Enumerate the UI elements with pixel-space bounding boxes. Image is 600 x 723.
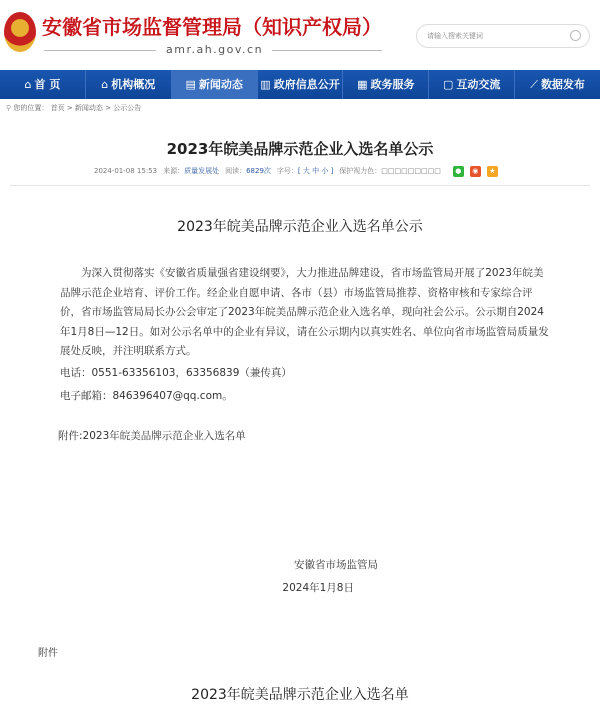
- site-title[interactable]: 安徽省市场监督管理局（知识产权局）: [42, 15, 382, 39]
- signer: 安徽省市场监管局: [294, 559, 378, 571]
- nav-services[interactable]: [343, 70, 429, 99]
- favorite-star-icon[interactable]: ★: [487, 166, 498, 177]
- article-meta: [94, 166, 498, 177]
- breadcrumb-sep: >: [64, 104, 75, 112]
- content-subtitle: 2023年皖美品牌示范企业入选名单公示: [177, 219, 423, 235]
- breadcrumb-sep: >: [102, 104, 114, 112]
- nav-news[interactable]: [172, 70, 258, 99]
- sign-date: 2024年1月8日: [282, 582, 354, 594]
- main-nav: [0, 70, 600, 99]
- chat-icon: ▢: [443, 78, 454, 91]
- email-line: 电子邮箱：846396407@qq.com。: [60, 390, 233, 402]
- nav-label: 政务服务: [370, 78, 415, 91]
- font-size-options[interactable]: [ 大 中 小 ]: [297, 167, 334, 175]
- breadcrumb: [6, 103, 141, 113]
- divider: [44, 50, 156, 51]
- nav-label: 新闻动态: [198, 78, 243, 91]
- nav-gov-info[interactable]: [258, 70, 344, 99]
- breadcrumb-notices[interactable]: 公示公告: [113, 104, 142, 112]
- weibo-share-icon[interactable]: ◉: [470, 166, 481, 177]
- attachment-link[interactable]: 附件:2023年皖美品牌示范企业入选名单: [58, 429, 246, 442]
- national-emblem-logo: [4, 12, 36, 52]
- read-label: 阅读：: [225, 167, 247, 175]
- wechat-share-icon[interactable]: ●: [453, 166, 464, 177]
- nav-data[interactable]: [515, 70, 600, 99]
- nav-label: 政府信息公开: [273, 78, 340, 91]
- read-count: 6829次: [246, 167, 271, 175]
- breadcrumb-news[interactable]: 新闻动态: [74, 104, 103, 112]
- breadcrumb-home[interactable]: 首页: [50, 104, 65, 112]
- nav-interaction[interactable]: [429, 70, 515, 99]
- form-icon: ▦: [357, 78, 368, 91]
- nav-label: 首 页: [34, 78, 61, 91]
- font-size-label: 字号：: [276, 167, 298, 175]
- article-title: 2023年皖美品牌示范企业入选名单公示: [166, 140, 434, 158]
- paragraph: 为深入贯彻落实《安徽省质量强省建设纲要》，大力推进品牌建设，省市场监管局开展了2023年皖美品牌示范企业培育、评价工作。经企业自愿申请、各市（县）市场监管局推荐、资格审核和专家综合评价，省市场监管局局长办公会审定了2023年皖美品牌示范企业入选名单，现向社会公示。公示期自2024年1月8日—12日。如对公示名单中的企业有异议，请在公示期内以真实姓名、单位向省市场监管局质量发展处反映，并注明联系方式。: [60, 267, 549, 357]
- source-link[interactable]: 质量发展处: [184, 167, 220, 175]
- home-icon: ⌂: [24, 78, 32, 91]
- site-header: [0, 0, 600, 70]
- location-pin-icon: ⚲: [6, 104, 14, 112]
- eye-care-label: 保护视力色：: [339, 167, 382, 175]
- list-title: 2023年皖美品牌示范企业入选名单: [191, 687, 409, 703]
- nav-label: 互动交流: [456, 78, 501, 91]
- divider: [10, 185, 590, 186]
- phone-line: 电话：0551-63356103，63356839（兼传真）: [60, 366, 292, 379]
- nav-about[interactable]: [86, 70, 172, 99]
- chart-icon: ⟋: [530, 78, 538, 91]
- source-label: 来源：: [163, 167, 185, 175]
- nav-label: 机构概况: [111, 78, 156, 91]
- building-icon: ⌂: [101, 78, 109, 91]
- divider: [272, 50, 382, 51]
- search-input[interactable]: [416, 24, 590, 48]
- book-icon: ▥: [260, 78, 271, 91]
- eye-care-colors[interactable]: □□□□□□□□□: [381, 167, 441, 175]
- article-body: [60, 264, 550, 446]
- search-placeholder: 请输入搜索关键词: [427, 32, 483, 40]
- site-domain: amr.ah.gov.cn: [166, 43, 264, 56]
- document-icon: ▤: [185, 78, 196, 91]
- nav-home[interactable]: [0, 70, 86, 99]
- publish-date: 2024-01-08 15:53: [94, 167, 158, 175]
- breadcrumb-prefix: 您的位置：: [13, 104, 49, 112]
- search-icon[interactable]: [570, 30, 581, 41]
- attachment-label: 附件: [38, 648, 58, 659]
- nav-label: 数据发布: [540, 78, 585, 91]
